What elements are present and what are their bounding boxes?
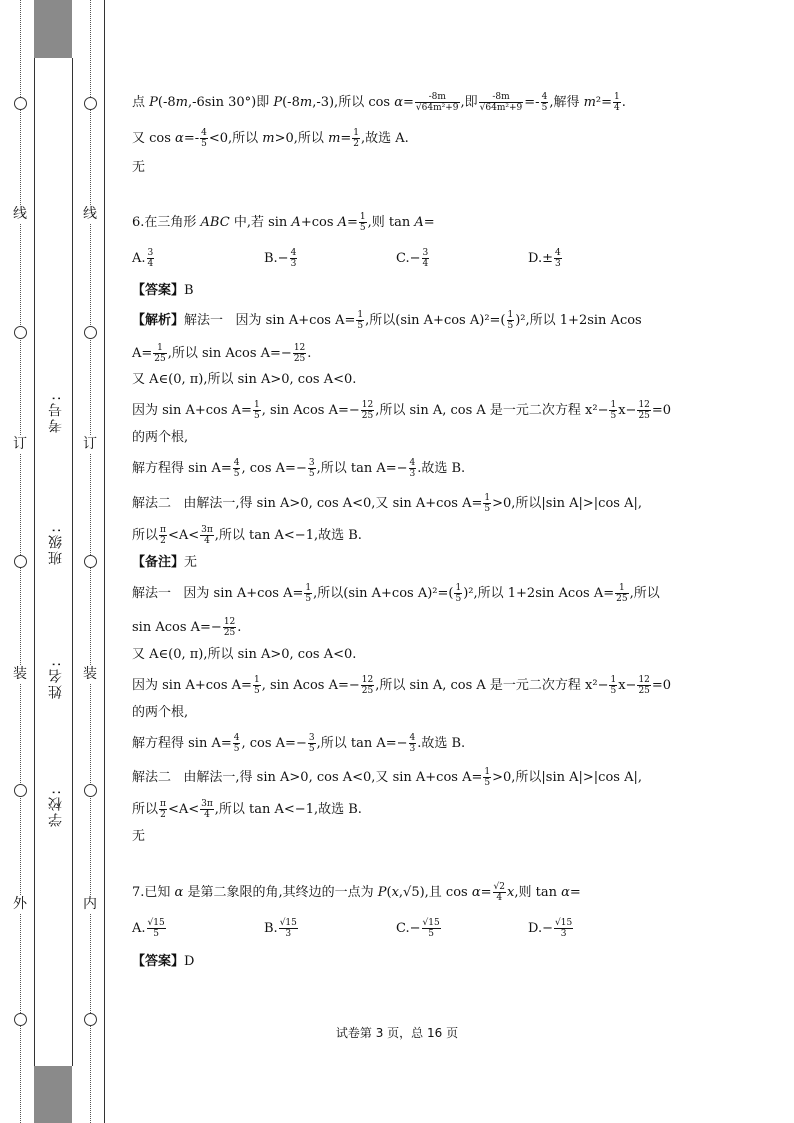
q6-analysis-line-8: 所以 $\frac{\pi}{2}$ <A< $\frac{3\pi}{4}$ ,所以 tan A<−1,故选 B. — [132, 525, 362, 546]
q6-option-b: B.− $\frac{4}{3}$ — [264, 248, 297, 269]
q6-analysis-line-5: 的两个根, — [132, 430, 189, 445]
q6-option-a: A. $\frac{3}{4}$ — [132, 248, 154, 269]
q6-note-line-6: 解方程得 sin A= $\frac{4}{5}$ , cos A=− $\frac{3}{5}$ ,所以 tan A=− $\frac{4}{3}$ .故选 B. — [132, 733, 466, 754]
gutter-top-bar — [34, 0, 72, 58]
gutter-border — [104, 0, 105, 1123]
binding-hole-icon — [14, 784, 27, 797]
q7-option-a: A. $\frac{√15}{5}$ — [132, 918, 165, 939]
binding-hole-icon — [14, 555, 27, 568]
q7-answer: 【答案】D — [132, 954, 195, 969]
binding-hole-icon — [84, 326, 97, 339]
q6-analysis-line-7: 解法二 由解法一,得 sin A>0, cos A<0,又 sin A+cos A= $\frac{1}{5}$ >0,所以|sin A|>|cos A|, — [132, 493, 642, 514]
q7-option-b: B. $\frac{√15}{3}$ — [264, 918, 297, 939]
gutter-bottom-bar — [34, 1066, 72, 1123]
q6-note-line-1: 解法一 因为 sin A+cos A= $\frac{1}{5}$ ,所以(sin A+cos A)²=( $\frac{1}{5}$ )²,所以 1+2sin Acos A= $\frac{1}{25}$ ,所以 — [132, 583, 660, 604]
binding-hole-icon — [14, 97, 27, 110]
q6-option-d: D.± $\frac{4}{3}$ — [528, 248, 561, 269]
exam-number-label: 考号: — [48, 394, 64, 433]
q6-analysis-line-1: 【解析】解法一 因为 sin A+cos A= $\frac{1}{5}$ ,所以(sin A+cos A)²=( $\frac{1}{5}$ )²,所以 1+2sin Acos — [132, 310, 642, 331]
prev-solution-line-2: 又 cos α=- $\frac{4}{5}$ <0,所以 m>0,所以 m= $\frac{1}{2}$ ,故选 A. — [132, 128, 409, 149]
q6-analysis-line-4: 因为 sin A+cos A= $\frac{1}{5}$ , sin Acos A=− $\frac{12}{25}$ ,所以 sin A, cos A 是一元二次方程 x²− $\frac{1}{5}$ x− $\frac{12}{25}$ =0 — [132, 400, 672, 421]
fraction: $\frac{√2}{4}$ — [493, 882, 505, 903]
binding-char: 内 — [83, 896, 97, 912]
q6-analysis-line-3: 又 A∈(0, π),所以 sin A>0, cos A<0. — [132, 372, 357, 387]
fraction: $\frac{-8m}{\text{√64m²+9}}$ — [415, 92, 459, 113]
binding-char: 外 — [13, 896, 27, 912]
binding-hole-icon — [84, 555, 97, 568]
school-label: 学校: — [48, 788, 64, 827]
q6-note: 【备注】无 — [132, 555, 198, 570]
binding-hole-icon — [84, 784, 97, 797]
prev-solution-line-1: 点 P(-8m,-6sin 30°)即 P(-8m,-3),所以 cos α= $\frac{-8m}{\text{√64m²+9}}$ ,即 $\frac{-8m}{\text{√64m²+9}}$ =- $\frac{4}{5}$ ,解得 m²= $\frac{1}{4}$ . — [132, 92, 626, 113]
q6-note-line-3: 又 A∈(0, π),所以 sin A>0, cos A<0. — [132, 647, 357, 662]
page-footer: 试卷第 3 页，总 16 页 — [335, 1026, 459, 1040]
binding-char: 订 — [13, 436, 27, 452]
q6-option-c: C.− $\frac{3}{4}$ — [396, 248, 429, 269]
q7-option-d: D.− $\frac{√15}{3}$ — [528, 918, 573, 939]
q6-note-line-2: sin Acos A=− $\frac{12}{25}$ . — [132, 617, 242, 638]
q6-note-line-7: 解法二 由解法一,得 sin A>0, cos A<0,又 sin A+cos A= $\frac{1}{5}$ >0,所以|sin A|>|cos A|, — [132, 767, 642, 788]
name-label: 姓名: — [48, 660, 64, 699]
q6-note-line-5: 的两个根, — [132, 705, 189, 720]
fraction: $\frac{1}{5}$ — [359, 212, 366, 233]
class-label: 班级: — [48, 526, 64, 565]
question-6-stem: 6.在三角形 ABC 中,若 sin A+cos A= $\frac{1}{5}$ ,则 tan A= — [132, 212, 435, 233]
fraction: $\frac{1}{2}$ — [353, 128, 360, 149]
fraction: $\frac{4}{5}$ — [201, 128, 207, 149]
binding-gutter — [0, 0, 106, 1123]
q6-note-line-8: 所以 $\frac{\pi}{2}$ <A< $\frac{3\pi}{4}$ ,所以 tan A<−1,故选 B. — [132, 799, 362, 820]
q6-note-line-4: 因为 sin A+cos A= $\frac{1}{5}$ , sin Acos A=− $\frac{12}{25}$ ,所以 sin A, cos A 是一元二次方程 x²− $\frac{1}{5}$ x− $\frac{12}{25}$ =0 — [132, 675, 672, 696]
binding-char: 线 — [83, 206, 97, 222]
binding-char: 装 — [83, 666, 97, 682]
question-7-stem: 7.已知 α 是第二象限的角,其终边的一点为 P(x,√5),且 cos α= $\frac{√2}{4}$ x,则 tan α= — [132, 882, 581, 903]
fraction: $\frac{4}{5}$ — [541, 92, 548, 113]
q6-answer: 【答案】B — [132, 283, 194, 298]
fraction: $\frac{-8m}{\text{√64m²+9}}$ — [479, 92, 523, 113]
q6-note-end: 无 — [132, 829, 146, 844]
q6-analysis-line-6: 解方程得 sin A= $\frac{4}{5}$ , cos A=− $\frac{3}{5}$ ,所以 tan A=− $\frac{4}{3}$ .故选 B. — [132, 458, 466, 479]
binding-hole-icon — [84, 97, 97, 110]
prev-note: 无 — [132, 160, 146, 175]
q7-option-c: C.− $\frac{√15}{5}$ — [396, 918, 440, 939]
binding-hole-icon — [14, 326, 27, 339]
binding-char: 订 — [83, 436, 97, 452]
binding-char: 线 — [13, 206, 27, 222]
q6-analysis-line-2: A= $\frac{1}{25}$ ,所以 sin Acos A=− $\frac{12}{25}$ . — [132, 343, 312, 364]
fraction: $\frac{1}{4}$ — [614, 92, 620, 113]
binding-char: 装 — [13, 666, 27, 682]
